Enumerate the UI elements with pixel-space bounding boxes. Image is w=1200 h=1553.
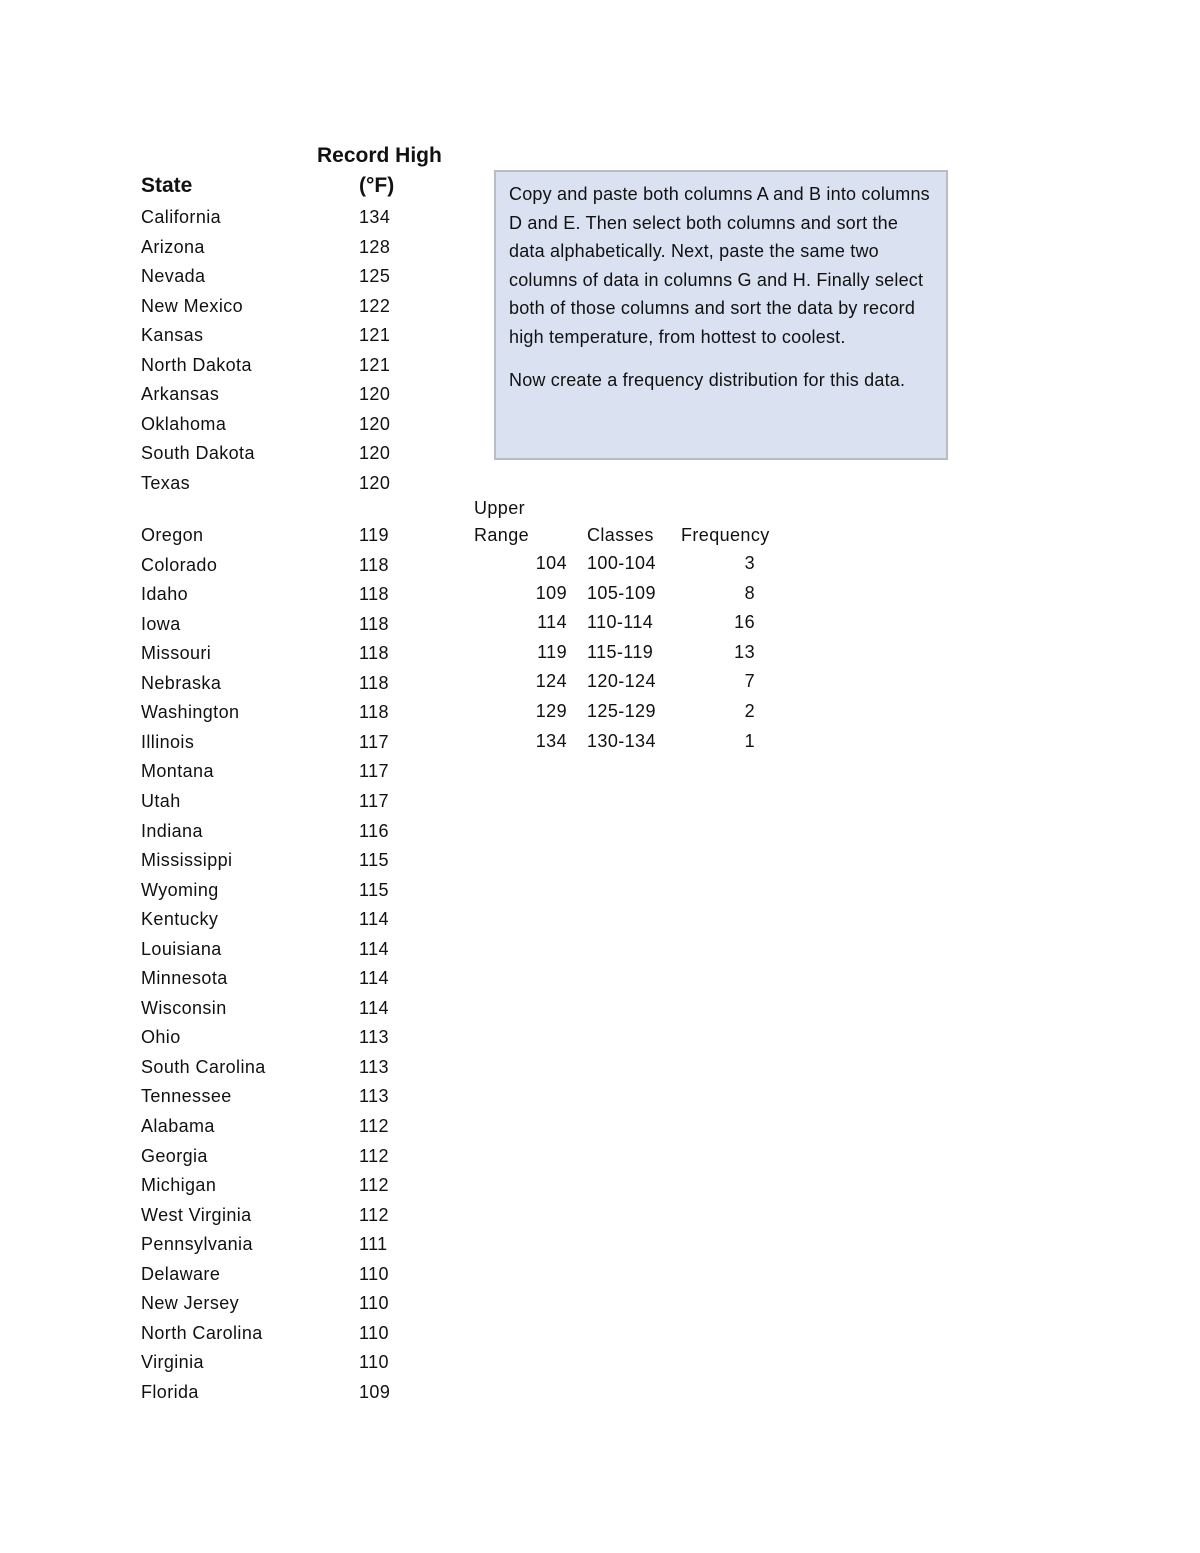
state-name: Iowa [141,613,181,634]
class-range-value: 110-114 [587,612,654,633]
instructions-box [494,170,948,460]
state-name: Nebraska [141,672,222,693]
state-name: Virginia [141,1352,204,1373]
record-high-value: 119 [359,525,389,545]
state-name: Kansas [141,325,204,345]
record-high-value: 134 [359,207,391,227]
record-high-value: 113 [359,1086,389,1107]
state-name: Ohio [141,1027,181,1048]
record-high-value: 118 [359,584,389,605]
state-header: State [141,174,193,197]
frequency-header: Frequency [681,525,770,545]
record-high-value: 117 [359,790,389,811]
state-name: South Dakota [141,443,255,463]
upper-range-value: 109 [535,582,567,603]
record-high-value: 112 [359,1116,389,1136]
upper-range-header: Range [474,525,530,545]
class-range-value: 115-119 [587,641,654,662]
state-name: New Jersey [141,1293,240,1314]
state-name: Illinois [141,731,195,752]
state-name: Michigan [141,1175,217,1196]
record-high-value: 112 [359,1175,389,1196]
class-range-value: 130-134 [587,730,656,751]
state-name: New Mexico [141,295,244,316]
record-high-value: 110 [359,1263,389,1284]
state-name: Arkansas [141,384,220,404]
state-name: South Carolina [141,1056,266,1077]
state-name: Oregon [141,525,204,545]
state-name: Oklahoma [141,413,227,434]
state-name: Minnesota [141,968,228,989]
state-name: North Carolina [141,1322,263,1343]
state-name: Washington [141,702,240,723]
record-high-unit-header: (°F) [359,174,395,197]
state-name: Montana [141,761,214,782]
state-name: Louisiana [141,938,222,959]
record-high-value: 114 [359,909,389,930]
upper-range-value: 129 [535,701,567,721]
record-high-value: 120 [359,413,391,434]
record-high-value: 112 [359,1204,389,1225]
record-high-value: 120 [359,384,391,404]
record-high-value: 113 [359,1056,389,1077]
state-name: California [141,207,222,227]
state-name: Arizona [141,236,205,257]
frequency-value: 1 [744,730,755,751]
record-high-value: 110 [359,1352,389,1373]
record-high-value: 114 [359,968,389,989]
state-name: Georgia [141,1145,208,1166]
class-range-value: 120-124 [587,671,656,692]
upper-range-value: 114 [537,612,567,633]
state-name: Missouri [141,643,212,664]
frequency-value: 16 [734,612,755,633]
state-name: Wisconsin [141,997,227,1018]
instructions-paragraph: Now create a frequency distribution for this data. [509,369,906,390]
class-range-value: 105-109 [587,582,656,603]
state-name: Mississippi [141,850,233,871]
state-name: Tennessee [141,1086,232,1107]
record-high-value: 121 [359,354,391,375]
record-high-value: 117 [359,761,389,782]
state-name: Wyoming [141,879,219,900]
state-name: Colorado [141,554,218,575]
upper-range-value: 134 [535,730,567,751]
state-name: Delaware [141,1263,221,1284]
record-high-value: 115 [359,850,389,871]
record-high-value: 114 [359,938,389,959]
state-name: Texas [141,472,191,493]
upper-range-value: 119 [537,641,567,662]
record-high-value: 111 [359,1234,388,1255]
record-high-value: 116 [359,820,389,841]
upper-range-header: Upper [474,498,526,518]
frequency-value: 3 [744,553,755,573]
record-high-value: 117 [359,731,389,752]
state-name: West Virginia [141,1204,252,1225]
instructions-paragraph: Copy and paste both columns A and B into columns D and E. Then select both columns and sort the data alphabetically. Next, paste the same two columns of data in columns G and H. Finally select both of those columns and sort the data by record high temperature, from hottest to coolest. [509,184,930,347]
class-range-value: 125-129 [587,701,656,721]
record-high-value: 122 [359,295,391,316]
classes-header: Classes [587,525,654,545]
record-high-value: 110 [359,1322,389,1343]
frequency-value: 8 [744,582,755,603]
frequency-value: 2 [744,701,755,721]
record-high-value: 120 [359,472,391,493]
record-high-value: 120 [359,443,391,463]
state-name: Alabama [141,1116,215,1136]
record-high-value: 118 [359,613,389,634]
record-high-value: 112 [359,1145,389,1166]
record-high-value: 113 [359,1027,389,1048]
record-high-value: 128 [359,236,391,257]
record-high-value: 118 [359,554,389,575]
record-high-value: 110 [359,1293,389,1314]
state-name: Florida [141,1381,199,1402]
state-name: Utah [141,790,181,811]
state-name: Kentucky [141,909,219,930]
class-range-value: 100-104 [587,553,656,573]
upper-range-value: 104 [535,553,567,573]
state-name: Pennsylvania [141,1234,253,1255]
state-name: Indiana [141,820,203,841]
record-high-value: 121 [359,325,391,345]
record-high-value: 115 [359,879,389,900]
frequency-value: 7 [744,671,755,692]
state-name: North Dakota [141,354,252,375]
record-high-value: 118 [359,702,389,723]
record-high-value: 114 [359,997,389,1018]
record-high-header: Record High [317,144,442,167]
record-high-value: 125 [359,266,391,286]
frequency-value: 13 [734,641,755,662]
state-name: Nevada [141,266,206,286]
upper-range-value: 124 [535,671,567,692]
record-high-value: 118 [359,643,389,664]
state-name: Idaho [141,584,189,605]
record-high-value: 118 [359,672,389,693]
record-high-value: 109 [359,1381,391,1402]
